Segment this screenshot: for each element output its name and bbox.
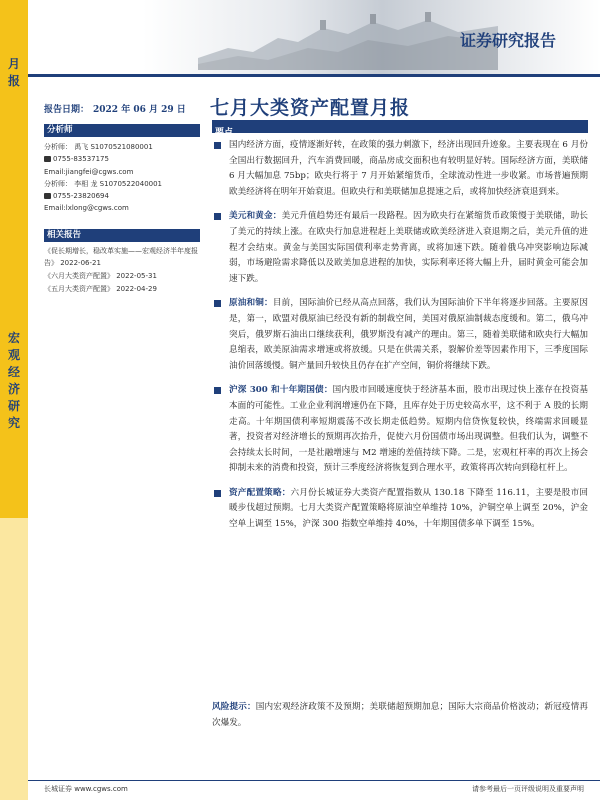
point-text: 美元升值趋势还有最后一段路程。因为欧央行在紧缩货币政策慢于美联储，助长了美元的持续上涨。在欧央行加息进程赶上美联储或欧美经济进入衰退期之后，美元升值的进程才会结束。黄金与美国实际国债利率走势背离，或将加速下跌。随着俄乌冲突影响边际减弱，市场避险需求降低以及欧美加息进程的加快，实际利率还将大幅上升，届时黄金可能会加速下跌。 — [229, 211, 588, 284]
header-banner — [28, 0, 600, 76]
related-reports-heading: 相关报告 — [44, 229, 200, 242]
left-column — [44, 124, 200, 295]
square-bullet-icon — [214, 142, 221, 149]
report-date — [44, 102, 190, 115]
point-domestic-economy — [212, 138, 588, 200]
analysts-heading: 分析师 — [44, 124, 200, 137]
phone-icon — [44, 193, 51, 199]
point-csi300-bonds — [212, 383, 588, 477]
page-title: 七月大类资产配置月报 — [210, 97, 411, 119]
related-report-item[interactable]: 《五月大类资产配置》 2022-04-29 — [44, 284, 157, 293]
report-date-value: 2022 年 06 月 29 日 — [93, 105, 186, 115]
point-text: 国内股市回暖速度快于经济基本面，股市出现过快上涨存在投资基本面的可能性。工业企业利润增速仍在下降，且库存处于历史较高水平，这不利于 A 股的长期走高。十年期国债利率短期震荡不改长期走低趋势。短期内信贷恢复较快，终端需求回暖显著，投资者对经济增长的预期再次抬升，促使六月份国债市场出现调整。但我们认为，调整不会持续太长时间，一是社融增速与 M2 增速的差值持续下降。二是，宏观杠杆率的再次上扬会抑制未来的消费和投资，预计三季度经济将恢复到合理水平，政策将再次转向到稳杠杆上。 — [229, 385, 588, 474]
key-points-heading — [212, 120, 588, 138]
point-label: 美元和黄金： — [229, 211, 282, 222]
analyst-2-phone-text: 0755-23820694 — [53, 192, 109, 201]
square-bullet-icon — [214, 213, 221, 220]
point-text: 六月份长城证券大类资产配置指数从 130.18 下降至 116.11，主要是股市回暖步伐超过预期。七月大类资产配置策略将原油空单维持 10%，沪铜空单上调至 20%，沪金空单上调至 15%，沪深 300 指数空单维持 40%，十年期国债多单下调至 15%。 — [229, 487, 588, 530]
analyst-2-phone — [44, 190, 200, 202]
point-allocation-strategy — [212, 486, 588, 533]
square-bullet-icon — [214, 490, 221, 497]
point-label: 原油和铜： — [229, 298, 273, 309]
sidebar-category-label: 宏观经济研究 — [7, 331, 20, 430]
square-bullet-icon — [214, 300, 221, 307]
footer-website[interactable]: 长城证券 www.cgws.com — [44, 785, 128, 793]
key-points-body — [212, 138, 588, 533]
point-oil-copper — [212, 296, 588, 374]
risk-label: 风险提示： — [212, 702, 256, 712]
analyst-2-name: 分析师： 李相 龙 S1070522040001 — [44, 179, 163, 188]
phone-icon — [44, 156, 51, 162]
sidebar — [0, 0, 28, 800]
analyst-2-email[interactable]: Email:lxlong@cgws.com — [44, 204, 129, 213]
analyst-1-email[interactable]: Email:jiangfei@cgws.com — [44, 167, 134, 176]
sidebar-bottom-band — [0, 518, 28, 800]
footer-divider — [28, 780, 600, 781]
header-divider — [28, 74, 600, 77]
footer-disclaimer: 请参考最后一页评级说明及重要声明 — [472, 785, 584, 793]
key-points-heading-text: 要点 — [215, 128, 234, 138]
square-bullet-icon — [214, 387, 221, 394]
point-text: 目前，国际油价已经从高点回落，我们认为国际油价下半年将逐步回落。主要原因是，第一，欧盟对俄原油已经没有新的制裁空间，美国对俄原油制裁态度缓和。第二，俄乌冲突后，俄罗斯石油出口继续获利，俄罗斯没有减产的理由。第三，随着美联储和欧央行大幅加息缩表，欧美原油需求增速或将放缓。只是在供需关系，裂解价差等因素作用下，三季度国际油价回落缓慢。铜产量回升较快且仍存在扩产空间，铜价将继续下跌。 — [229, 298, 588, 371]
risk-text: 国内宏观经济政策不及预期；美联储超预期加息；国际大宗商品价格波动；新冠疫情再次爆发。 — [212, 702, 588, 728]
point-label: 资产配置策略： — [229, 487, 291, 498]
analyst-1-phone-text: 0755-83537175 — [53, 155, 109, 164]
sidebar-top-band — [0, 0, 28, 228]
great-wall-image — [198, 8, 498, 70]
point-text: 国内经济方面，疫情逐渐好转，在政策的强力刺激下，经济出现回升迹象。主要表现在 6 月份全国出行数据回升，汽车消费回暖，商品房成交面积也有较明显好转。国际经济方面，美联储 6 月大幅加息 75bp；欧央行将于 7 月开始紧缩货币，全球流动性进一步收紧。市场普遍预期欧美经济将在明年开始衰退。但欧央行和美联储加息提速之后，或将加快经济衰退到来。 — [229, 140, 588, 197]
report-type-title: 证券研究报告 — [459, 31, 556, 50]
sidebar-monthly-label: 月报 — [7, 57, 20, 88]
related-report-item[interactable]: 《六月大类资产配置》 2022-05-31 — [44, 271, 157, 280]
risk-warning — [212, 700, 588, 731]
analyst-1-name: 分析师： 禹飞 S1070521080001 — [44, 143, 153, 151]
report-date-label: 报告日期： — [44, 105, 90, 115]
point-dollar-gold — [212, 209, 588, 287]
related-report-item[interactable]: 《促长期增长，稳改革实施——宏观经济半年度报告》 2022-06-21 — [44, 246, 198, 268]
analyst-1-phone — [44, 153, 200, 165]
point-label: 沪深 300 和十年期国债： — [229, 385, 333, 396]
